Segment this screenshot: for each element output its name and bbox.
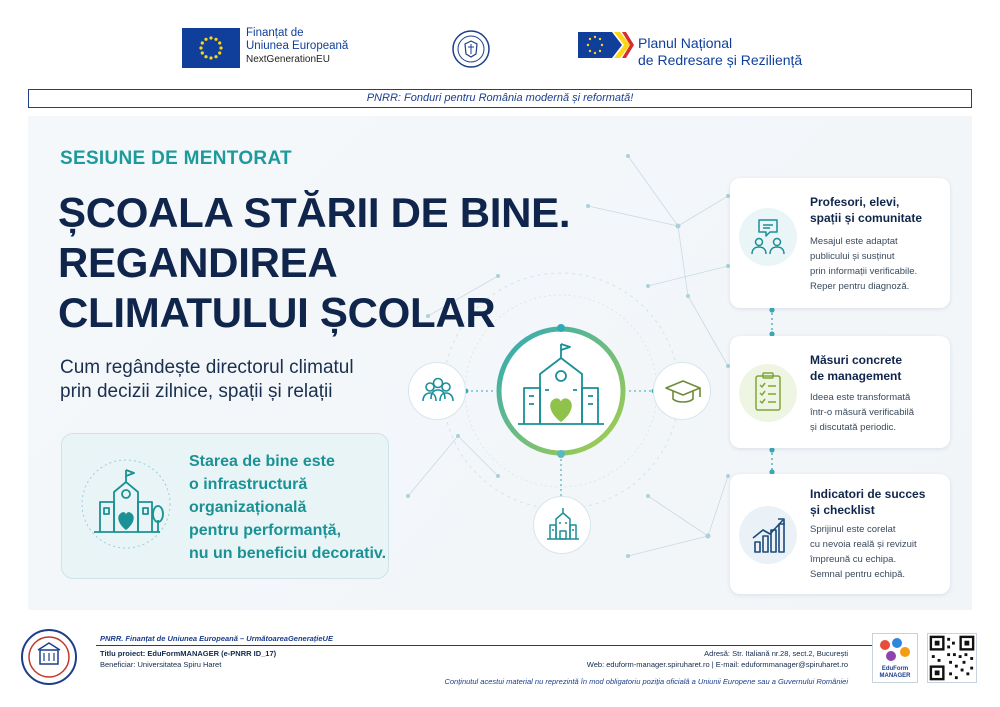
people-chat-icon [739,208,797,266]
callout-line: nu un beneficiu decorativ. [189,545,387,562]
card-icon-wrapper [739,506,797,564]
government-seal-icon [452,30,490,68]
card-text-line: cu nevoia reală și revizuit [810,539,917,550]
eu-funding-line: Finanțat de [246,27,304,39]
card-icon-wrapper [739,208,797,266]
footer-beneficiary: Beneficiar: Universitatea Spiru Haret [100,660,222,669]
footer-disclaimer: Conținutul acestui material nu reprezintă în mod obligatoriu poziția oficială a Uniunii Europene sau a Guvernului României [444,677,848,686]
card-title [810,194,940,226]
community-node [408,362,466,420]
card-title-line: Indicatori de succes [810,487,926,501]
card-text-line: Mesajul este adaptat [810,236,898,247]
info-card [730,178,950,308]
card-text [810,234,946,294]
footer-project: Titlu proiect: EduFormMANAGER (e-PNRR ID_17) [100,649,277,658]
people-group-icon [409,363,467,421]
title-line: CLIMATULUI ȘCOLAR [58,289,496,336]
card-text-line: și discutată periodic. [810,422,897,433]
card-text-line: Ideea este transformată [810,392,911,403]
card-text-line: într-o măsură verificabilă [810,407,915,418]
card-text-line: Reper pentru diagnoză. [810,281,910,292]
page-title [58,188,618,338]
footer-contact[interactable]: Web: eduform-manager.spiruharet.ro | E-mail: eduformmanager@spiruharet.ro [586,660,848,669]
building-icon [534,497,592,555]
wellbeing-callout [61,433,389,579]
callout-line: organizațională [189,499,307,516]
info-card [730,336,950,448]
graduation-cap-icon [654,363,712,421]
institution-node [533,496,591,554]
card-title [810,486,940,518]
eduform-logo-line: EduForm [881,666,909,672]
growth-chart-icon [739,506,797,564]
card-text-line: împreună cu echipa. [810,554,897,565]
card-title [810,352,940,384]
callout-line: pentru performanță, [189,522,342,539]
title-line: REGANDIREA [58,239,338,286]
pnrr-logo-icon [578,30,634,60]
eu-funding-line: NextGenerationEU [246,54,330,65]
card-text-line: prin informații verificabile. [810,266,918,277]
university-seal-icon [20,628,78,686]
qr-code-icon[interactable] [927,633,977,683]
card-text [810,390,946,435]
session-kicker: SESIUNE DE MENTORAT [60,148,292,169]
footer-funding: PNRR. Finanțat de Uniunea Europeană – UrmătoareaGenerațieUE [100,634,333,643]
card-text-line: Sprijinul este corelat [810,524,896,535]
card-title-line: și checklist [810,503,875,517]
title-line: ȘCOALA STĂRII DE BINE. [58,189,571,236]
slogan-banner: PNRR: Fonduri pentru România modernă și reformată! [28,89,972,108]
eduform-logo-line: MANAGER [879,673,911,679]
footer-address: Adresă: Str. Italiană nr.28, sect.2, București [704,649,848,658]
pnrr-name [638,35,802,69]
eduform-manager-logo [872,633,918,683]
info-card [730,474,950,594]
card-title-line: Profesori, elevi, [810,195,900,209]
card-icon-wrapper [739,364,797,422]
pnrr-name-line: de Redresare și Reziliență [638,52,803,68]
pnrr-name-line: Planul Național [638,35,733,51]
eu-funding-line: Uniunea Europeană [246,40,349,52]
card-text-line: Semnal pentru echipă. [810,569,906,580]
subtitle-line: prin decizii zilnice, spații și relații [60,381,333,402]
school-heart-icon [78,454,174,554]
footer-divider [96,645,874,646]
callout-line: o infrastructură [189,476,308,493]
callout-message [189,450,389,565]
eu-flag-logo [182,28,240,68]
education-node [653,362,711,420]
eu-funding-text [246,27,348,66]
card-title-line: de management [810,369,902,383]
school-hub-icon [494,324,628,458]
checklist-icon [739,364,797,422]
main-panel [28,116,972,610]
callout-line: Starea de bine este [189,453,335,470]
eduform-logo-icon [873,634,917,666]
card-title-line: Măsuri concrete [810,353,903,367]
subtitle-line: Cum regândește directorul climatul [60,357,354,378]
card-text-line: publicului și susținut [810,251,895,262]
card-text [810,522,946,582]
card-title-line: spații și comunitate [810,211,923,225]
